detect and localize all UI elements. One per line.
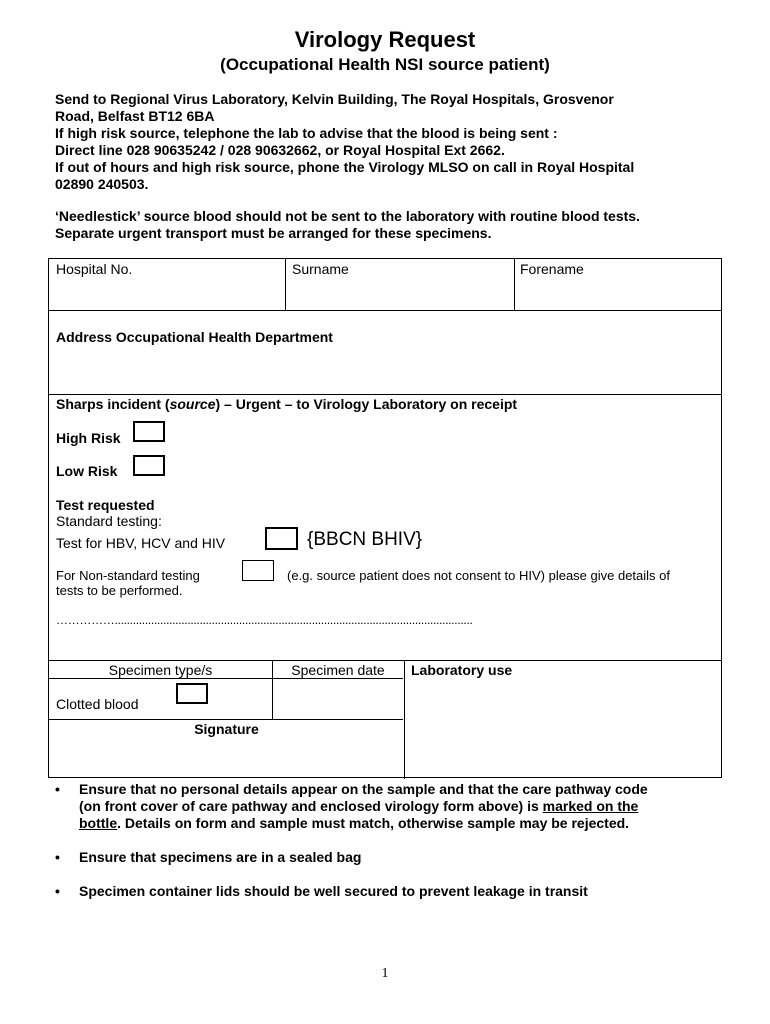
- nonstandard-details-line[interactable]: ……………......................................................................................................................: [56, 613, 473, 627]
- specimen-date-header: Specimen date: [291, 662, 385, 678]
- surname-field[interactable]: Surname: [292, 261, 349, 277]
- high-risk-checkbox[interactable]: [133, 421, 165, 442]
- bbcn-code: {BBCN BHIV}: [307, 529, 423, 550]
- nonstandard-test-checkbox[interactable]: [242, 560, 274, 581]
- signature-field[interactable]: Signature: [194, 721, 259, 737]
- test-requested-heading: Test requested: [56, 497, 155, 513]
- high-risk-label: High Risk: [56, 430, 121, 446]
- page-subtitle: (Occupational Health NSI source patient): [220, 55, 550, 74]
- address-field[interactable]: Address Occupational Health Department: [56, 329, 333, 345]
- intro-instructions: [55, 91, 735, 193]
- divider: [49, 394, 721, 395]
- out-of-hours-line-1: If out of hours and high risk source, phone the Virology MLSO on call in Royal Hospital: [55, 159, 635, 175]
- divider: [49, 660, 721, 661]
- bullet-icon: •: [55, 883, 60, 899]
- laboratory-use-header: Laboratory use: [411, 662, 513, 678]
- nonstandard-details-text: (e.g. source patient does not consent to HIV) please give details of: [287, 568, 671, 583]
- direct-line: Direct line 028 90635242 / 028 90632662, or Royal Hospital Ext 2662.: [55, 142, 505, 158]
- forename-field[interactable]: Forename: [520, 261, 584, 277]
- divider: [49, 719, 403, 720]
- standard-testing-label: Standard testing:: [56, 513, 162, 529]
- bullet-icon: •: [55, 849, 60, 865]
- send-to-line-2: Road, Belfast BT12 6BA: [55, 108, 215, 124]
- divider: [514, 259, 515, 310]
- divider: [285, 259, 286, 310]
- standard-test-checkbox[interactable]: [265, 527, 298, 550]
- low-risk-checkbox[interactable]: [133, 455, 165, 476]
- page-number: 1: [381, 966, 389, 981]
- divider: [404, 660, 405, 779]
- divider: [49, 678, 403, 679]
- hospital-no-field[interactable]: Hospital No.: [56, 261, 133, 277]
- page-title: Virology Request: [294, 27, 476, 52]
- clotted-blood-label: Clotted blood: [56, 696, 139, 712]
- out-of-hours-line-2: 02890 240503.: [55, 176, 149, 192]
- high-risk-line: If high risk source, telephone the lab to advise that the blood is being sent :: [55, 125, 558, 141]
- clotted-blood-checkbox[interactable]: [176, 683, 208, 704]
- needlestick-line-1: ‘Needlestick’ source blood should not be sent to the laboratory with routine blood tests.: [55, 208, 640, 224]
- test-hbv-hcv-hiv-label: Test for HBV, HCV and HIV: [56, 535, 226, 551]
- instructions-list: • Ensure that no personal details appear on the sample and that the care pathway code (on front cover of care pathway and enclosed virology form above) is marked on the bottle. Details on form and sample must match, otherwise sample may be rejected. • Ensure that specimens are in a sealed bag • Specimen container lids should be well secured to prevent leakage in transit: [55, 781, 648, 899]
- send-to-line-1: Send to Regional Virus Laboratory, Kelvin Building, The Royal Hospitals, Grosvenor: [55, 91, 614, 107]
- bullet-icon: •: [55, 781, 60, 797]
- needlestick-note: [55, 208, 735, 242]
- low-risk-label: Low Risk: [56, 463, 118, 479]
- divider: [49, 310, 721, 311]
- tests-to-be-performed-text: tests to be performed.: [56, 583, 183, 598]
- sharps-incident-heading: Sharps incident (source) – Urgent – to Virology Laboratory on receipt: [56, 396, 518, 412]
- specimen-types-header: Specimen type/s: [108, 662, 213, 678]
- nonstandard-testing-label: For Non-standard testing: [56, 568, 200, 583]
- needlestick-line-2: Separate urgent transport must be arranged for these specimens.: [55, 225, 492, 241]
- request-form: [48, 258, 722, 778]
